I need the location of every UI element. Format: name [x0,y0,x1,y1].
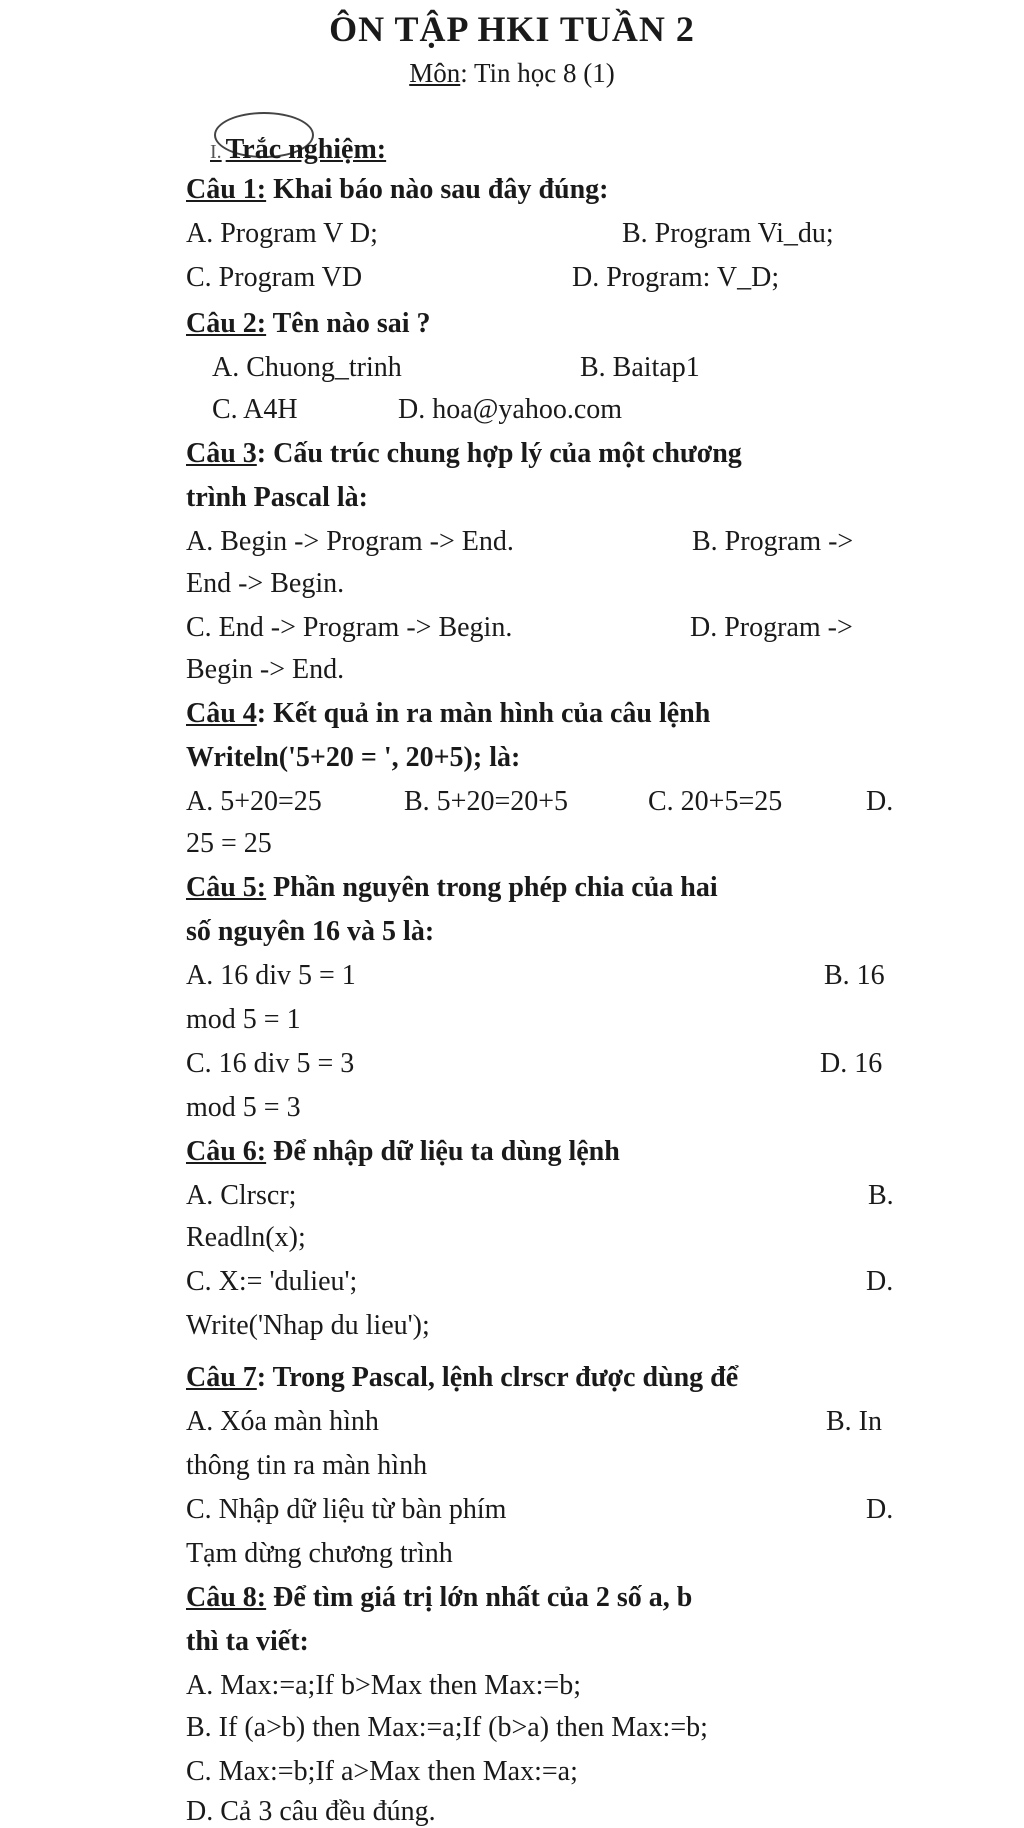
page-subtitle [0,58,1024,89]
q2-option-b: B. Baitap1 [580,352,700,383]
q1-option-a: A. Program V D; [186,218,378,249]
q8-option-b: B. If (a>b) then Max:=a;If (b>a) then Max:=b; [186,1712,708,1743]
q3-option-b: B. Program -> [692,526,854,557]
question-3 [186,438,742,470]
question-6 [186,1136,620,1168]
q4-option-d: D. [866,786,894,817]
section-title: Trắc nghiệm: [225,134,387,165]
question-2-label: Câu 2: [186,308,267,339]
q3-option-b-cont: End -> Begin. [186,568,345,599]
q4-option-a: A. 5+20=25 [186,786,322,817]
question-2-text: Tên nào sai ? [266,308,431,339]
question-3-text-cont: trình Pascal là: [186,482,368,513]
q6-option-b: B. [868,1180,894,1211]
q6-option-c: C. X:= 'dulieu'; [186,1266,358,1297]
question-1-label: Câu 1: [186,174,267,205]
question-5-text: Phần nguyên trong phép chia của hai [266,872,718,903]
q1-option-c: C. Program VD [186,262,363,293]
q4-option-b: B. 5+20=20+5 [404,786,569,817]
question-7-label: Câu 7 [186,1362,257,1393]
question-7-text: : Trong Pascal, lệnh clrscr được dùng để [256,1362,739,1393]
question-8-label: Câu 8: [186,1582,267,1613]
question-6-label: Câu 6: [186,1136,267,1167]
q6-option-b-cont: Readln(x); [186,1222,306,1253]
q7-option-d-cont: Tạm dừng chương trình [186,1538,453,1569]
q5-option-b: B. 16 [824,960,885,991]
q8-option-d: D. Cả 3 câu đều đúng. [186,1796,436,1827]
subject-label: Môn [409,58,461,88]
q7-option-d: D. [866,1494,894,1525]
question-4-text-cont: Writeln('5+20 = ', 20+5); là: [186,742,521,773]
question-8 [186,1582,692,1614]
q5-option-d-cont: mod 5 = 3 [186,1092,301,1123]
question-2 [186,308,431,340]
q2-option-d: D. hoa@yahoo.com [398,394,623,425]
q7-option-b-cont: thông tin ra màn hình [186,1450,428,1481]
q4-option-d-cont: 25 = 25 [186,828,272,859]
q3-option-a: A. Begin -> Program -> End. [186,526,514,557]
q7-option-c: C. Nhập dữ liệu từ bàn phím [186,1494,507,1525]
q8-option-a: A. Max:=a;If b>Max then Max:=b; [186,1670,581,1701]
q1-option-b: B. Program Vi_du; [622,218,834,249]
question-5-label: Câu 5: [186,872,267,903]
q8-option-c: C. Max:=b;If a>Max then Max:=a; [186,1756,578,1787]
question-5-text-cont: số nguyên 16 và 5 là: [186,916,435,947]
question-1 [186,174,608,206]
question-4 [186,698,710,730]
question-7 [186,1362,738,1394]
question-8-text-cont: thì ta viết: [186,1626,309,1657]
q3-option-c: C. End -> Program -> Begin. [186,612,513,643]
page-title: ÔN TẬP HKI TUẦN 2 [329,9,695,49]
subject-value: : Tin học 8 (1) [460,58,615,88]
question-1-text: Khai báo nào sau đây đúng: [266,174,609,205]
section-heading [210,134,386,166]
q5-option-a: A. 16 div 5 = 1 [186,960,356,991]
question-3-label: Câu 3 [186,438,257,469]
q7-option-b: B. In [826,1406,882,1437]
q3-option-d: D. Program -> [690,612,853,643]
question-5 [186,872,718,904]
question-4-text: : Kết quả in ra màn hình của câu lệnh [256,698,711,729]
question-4-label: Câu 4 [186,698,257,729]
question-6-text: Để nhập dữ liệu ta dùng lệnh [266,1136,620,1167]
q6-option-d-cont: Write('Nhap du lieu'); [186,1310,430,1341]
q4-option-c: C. 20+5=25 [648,786,783,817]
question-8-text: Để tìm giá trị lớn nhất của 2 số a, b [266,1582,693,1613]
q7-option-a: A. Xóa màn hình [186,1406,379,1437]
q2-option-c: C. A4H [212,394,298,425]
q3-option-d-cont: Begin -> End. [186,654,345,685]
q5-option-c: C. 16 div 5 = 3 [186,1048,355,1079]
q2-option-a: A. Chuong_trinh [212,352,402,383]
q5-option-b-cont: mod 5 = 1 [186,1004,301,1035]
q5-option-d: D. 16 [820,1048,883,1079]
q1-option-d: D. Program: V_D; [572,262,780,293]
q6-option-a: A. Clrscr; [186,1180,297,1211]
section-prefix: I. [210,141,222,163]
question-3-text: : Cấu trúc chung hợp lý của một chương [256,438,742,469]
q6-option-d: D. [866,1266,894,1297]
